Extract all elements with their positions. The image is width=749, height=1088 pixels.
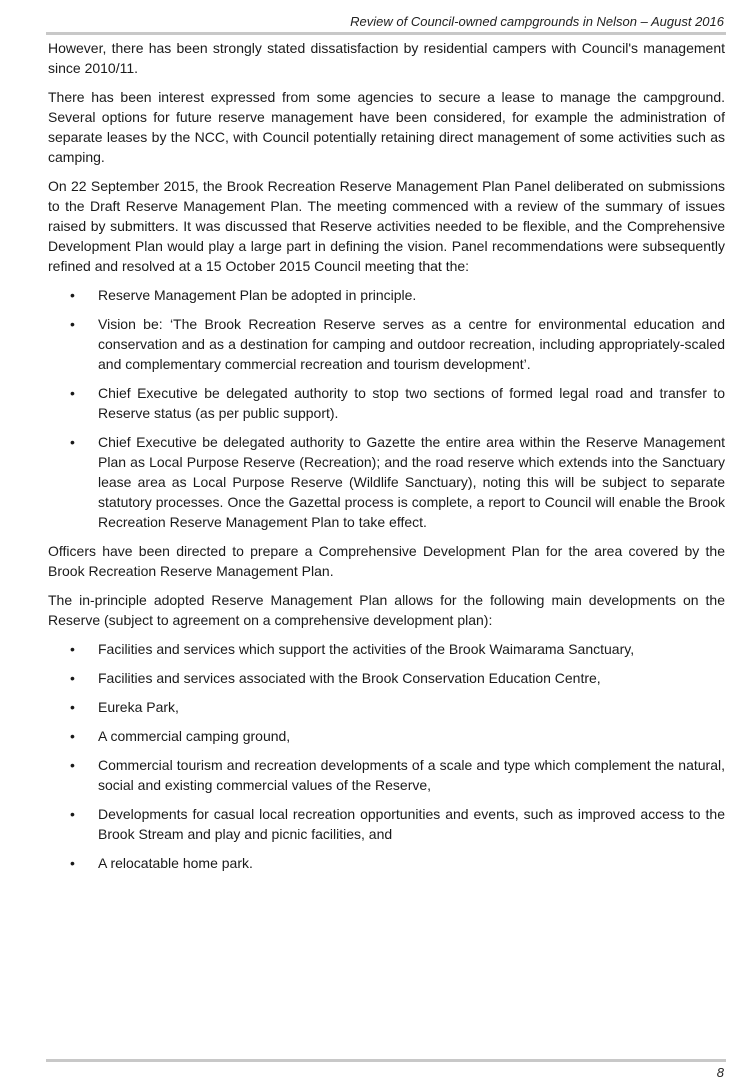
bullet-icon: • xyxy=(70,699,75,715)
list-item: • Chief Executive be delegated authority to stop two sections of formed legal road and transfer to Reserve status (as per public support). xyxy=(70,385,725,421)
bullet-icon: • xyxy=(70,728,75,744)
bullet-icon: • xyxy=(70,670,75,686)
bullet-icon: • xyxy=(70,757,75,773)
running-header: Review of Council-owned campgrounds in Nelson – August 2016 xyxy=(350,14,724,29)
list-item: • A relocatable home park. xyxy=(70,855,253,871)
bullet-icon: • xyxy=(70,434,75,450)
document-body xyxy=(48,38,725,882)
list-item: • Commercial tourism and recreation developments of a scale and type which complement the natural, social and existing commercial values of the Reserve, xyxy=(70,757,725,793)
list-item: • Reserve Management Plan be adopted in principle. xyxy=(70,287,417,303)
list-item: • Developments for casual local recreation opportunities and events, such as improved access to the Brook Stream and play and picnic facilities, and xyxy=(70,806,725,842)
page-number: 8 xyxy=(716,1065,724,1080)
bullet-icon: • xyxy=(70,855,75,871)
resolution-list xyxy=(48,285,725,532)
paragraph-lease-interest: There has been interest expressed from some agencies to secure a lease to manage the campground. Several options for future reserve management have been considered, for example the administration of separate leases by the NCC, with Council potentially retaining direct management of some activities such as camping. xyxy=(48,89,725,165)
header-divider xyxy=(46,32,726,35)
bullet-icon: • xyxy=(70,287,75,303)
developments-list xyxy=(48,639,725,873)
bullet-icon: • xyxy=(70,385,75,401)
paragraph-panel-deliberation: On 22 September 2015, the Brook Recreation Reserve Management Plan Panel deliberated on submissions to the Draft Reserve Management Plan. The meeting commenced with a review of the summary of issues raised by submitters. It was discussed that Reserve activities needed to be flexible, and the Comprehensive Development Plan would play a large part in defining the vision. Panel recommendations were subsequently refined and resolved at a 15 October 2015 Council meeting that the: xyxy=(48,178,725,274)
bullet-icon: • xyxy=(70,316,75,332)
paragraph-dissatisfaction: However, there has been strongly stated dissatisfaction by residential campers with Council's management since 2010/11. xyxy=(48,40,725,76)
bullet-icon: • xyxy=(70,806,75,822)
paragraph-officers-directed: Officers have been directed to prepare a Comprehensive Development Plan for the area covered by the Brook Recreation Reserve Management Plan. xyxy=(48,543,725,579)
paragraph-developments-intro: The in-principle adopted Reserve Management Plan allows for the following main developments on the Reserve (subject to agreement on a comprehensive development plan): xyxy=(48,592,725,628)
bullet-icon: • xyxy=(70,641,75,657)
list-item: • Vision be: ‘The Brook Recreation Reserve serves as a centre for environmental education and conservation and as a destination for camping and outdoor recreation, including appropriately-scaled and complementary commercial recreation and tourism development’. xyxy=(70,316,725,372)
footer-divider xyxy=(46,1059,726,1062)
list-item: • Chief Executive be delegated authority to Gazette the entire area within the Reserve Management Plan as Local Purpose Reserve (Recreation); and the road reserve which extends into the Sanctuary lease area as Local Purpose Reserve (Wildlife Sanctuary), noting this will be subject to separate statutory processes. Once the Gazettal process is complete, a report to Council will enable the Brook Recreation Reserve Management Plan to take effect. xyxy=(70,434,725,530)
list-item: • Eureka Park, xyxy=(70,699,179,715)
list-item: • Facilities and services which support the activities of the Brook Waimarama Sanctuary, xyxy=(70,641,635,657)
list-item: • Facilities and services associated with the Brook Conservation Education Centre, xyxy=(70,670,601,686)
list-item: • A commercial camping ground, xyxy=(70,728,291,744)
